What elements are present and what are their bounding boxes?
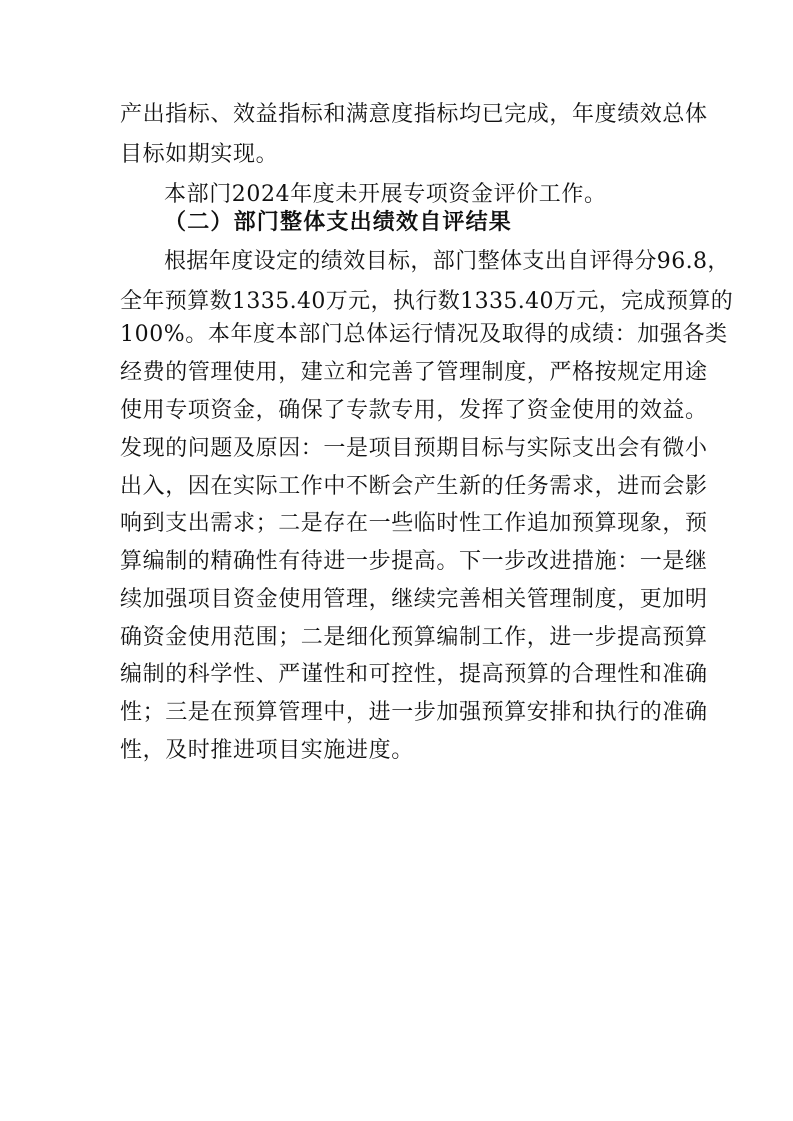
body-text-line: 使用专项资金，确保了专款专用，发挥了资金使用的效益。 xyxy=(120,398,708,423)
section-heading: （二）部门整体支出绩效自评结果 xyxy=(164,209,513,235)
body-text-line: 确资金使用范围；二是细化预算编制工作，进一步提高预算 xyxy=(120,625,708,650)
body-text-line: 出入，因在实际工作中不断会产生新的任务需求，进而会影 xyxy=(120,474,708,499)
body-text-line: 100%。本年度本部门总体运行情况及取得的成绩：加强各类 xyxy=(120,322,728,347)
body-text-line: 响到支出需求；二是存在一些临时性工作追加预算现象，预 xyxy=(120,511,708,536)
body-text-line: 性；三是在预算管理中，进一步加强预算安排和执行的准确 xyxy=(120,700,708,725)
body-text-line: 发现的问题及原因：一是项目预期目标与实际支出会有微小 xyxy=(120,436,708,461)
body-text-line: 经费的管理使用，建立和完善了管理制度，严格按规定用途 xyxy=(120,360,708,385)
body-text-line: 根据年度设定的绩效目标，部门整体支出自评得分96.8， xyxy=(164,249,730,274)
body-text-line: 本部门2024年度未开展专项资金评价工作。 xyxy=(164,182,607,207)
body-text-line: 编制的科学性、严谨性和可控性，提高预算的合理性和准确 xyxy=(120,662,708,687)
body-text-line: 产出指标、效益指标和满意度指标均已完成，年度绩效总体 xyxy=(120,102,708,127)
body-text-line: 性，及时推进项目实施进度。 xyxy=(120,738,414,763)
body-text-line: 算编制的精确性有待进一步提高。下一步改进措施：一是继 xyxy=(120,549,708,574)
body-text-line: 目标如期实现。 xyxy=(120,142,279,167)
body-text-line: 全年预算数1335.40万元，执行数1335.40万元，完成预算的 xyxy=(120,289,734,314)
body-text-line: 续加强项目资金使用管理，继续完善相关管理制度，更加明 xyxy=(120,587,708,612)
